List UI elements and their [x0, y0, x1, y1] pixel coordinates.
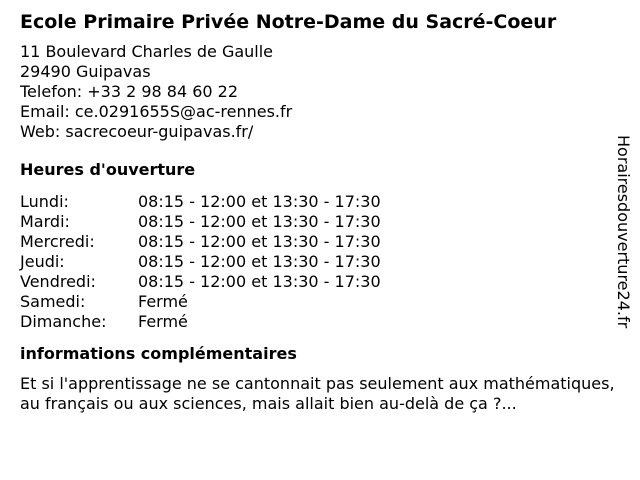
day-hours: 08:15 - 12:00 et 13:30 - 17:30 [138, 252, 381, 271]
site-watermark-label: Horairesdouverture24.fr [614, 135, 633, 329]
day-label: Vendredi: [20, 272, 96, 291]
day-label: Samedi: [20, 292, 86, 311]
day-hours: Fermé [138, 292, 188, 311]
hours-heading: Heures d'ouverture [20, 160, 196, 179]
info-description: Et si l'apprentissage ne se cantonnait pas seulement aux mathématiques, au français ou aux sciences, mais allait bien au-delà de ça ?... [20, 374, 615, 413]
content [20, 8, 615, 414]
day-hours: 08:15 - 12:00 et 13:30 - 17:30 [138, 232, 381, 251]
day-label: Lundi: [20, 192, 69, 211]
hours-row-lundi [20, 192, 610, 212]
hours-row-jeudi [20, 252, 610, 272]
phone-line: Telefon: +33 2 98 84 60 22 [20, 82, 239, 101]
hours-row-mercredi [20, 232, 610, 252]
hours-row-dimanche [20, 312, 610, 332]
day-label: Jeudi: [20, 252, 65, 271]
hours-row-vendredi [20, 272, 610, 292]
address-block [20, 42, 610, 142]
day-hours: 08:15 - 12:00 et 13:30 - 17:30 [138, 192, 381, 211]
hours-table [20, 192, 610, 332]
web-line: Web: sacrecoeur-guipavas.fr/ [20, 122, 254, 141]
day-hours: 08:15 - 12:00 et 13:30 - 17:30 [138, 212, 381, 231]
hours-row-mardi [20, 212, 610, 232]
address-street: 11 Boulevard Charles de Gaulle [20, 42, 274, 61]
page-title: Ecole Primaire Privée Notre-Dame du Sacré-Coeur [20, 11, 557, 33]
day-label: Mercredi: [20, 232, 95, 251]
email-line: Email: ce.0291655S@ac-rennes.fr [20, 102, 293, 121]
day-hours: Fermé [138, 312, 188, 331]
hours-row-samedi [20, 292, 610, 312]
info-heading: informations complémentaires [20, 344, 297, 363]
day-label: Dimanche: [20, 312, 107, 331]
address-city: 29490 Guipavas [20, 62, 151, 81]
day-label: Mardi: [20, 212, 70, 231]
day-hours: 08:15 - 12:00 et 13:30 - 17:30 [138, 272, 381, 291]
